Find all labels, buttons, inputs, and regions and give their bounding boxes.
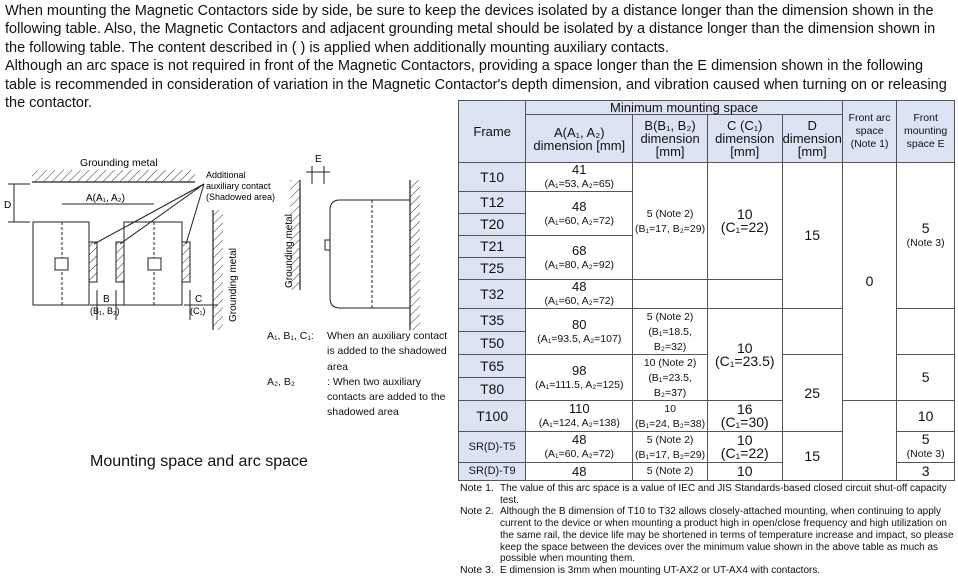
- frame-t50: T50: [459, 332, 526, 355]
- note-1-label: Note 1.: [460, 482, 494, 494]
- b-t100: 10 (B₁=24, B₂=38): [633, 401, 708, 432]
- header-min-space: Minimum mounting space: [526, 101, 843, 115]
- note-2-label: Note 2.: [460, 505, 494, 518]
- a-t32: 48 (A₁=60, A₂=72): [526, 280, 633, 309]
- e-sr-t5: 5 (Note 3): [897, 432, 955, 463]
- a-sr-t5: 48 (A₁=60, A₂=72): [526, 432, 633, 463]
- note-3-label: Note 3.: [460, 563, 494, 576]
- c-t100: 16 (C₁=30): [707, 401, 782, 432]
- e-t100: 10: [897, 401, 955, 432]
- frame-t12: T12: [459, 192, 526, 214]
- intro-text: [5, 2, 955, 112]
- frame-t100: T100: [459, 401, 526, 432]
- frame-t35: T35: [459, 309, 526, 332]
- legend-text-1: When an auxiliary contact is added to the shadowed area: [327, 330, 448, 373]
- label-c: C: [195, 294, 203, 305]
- frame-t80: T80: [459, 378, 526, 401]
- frame-t32: T32: [459, 280, 526, 309]
- intro-paragraph-1: When mounting the Magnetic Contactors side by side, be sure to keep the devices isolated by a distance longer than the dimension shown in the following table. Also, the Magnetic Contactors and adjacent grounding metal should be isolated by a distance longer than the dimension shown in the following table. The content described in ( ) is applied when additionally mounting auxiliary contacts.: [5, 3, 936, 56]
- c-t10-t32: 10 (C₁=22): [707, 163, 782, 280]
- e-t10-t32: 5 (Note 3): [897, 163, 955, 309]
- contactor-right: [116, 222, 190, 305]
- aux-label-2: auxiliary contact: [206, 181, 271, 191]
- c-sr-t9: 10: [707, 463, 782, 481]
- note-2-text: Although the B dimension of T10 to T32 allows closely-attached mounting, when continuing to apply current to the device or when mounting a product high in open/close frequency and high utilization on the same rail, the device life may be shortened in terms of temperature increase and impact, so please keep the space between the devices over the minimum value shown in the above table as much as possible when mounting them.: [500, 506, 954, 565]
- table-notes: [460, 483, 955, 577]
- label-a: A(A₁, A₂): [86, 193, 125, 204]
- frame-t20: T20: [459, 214, 526, 236]
- aux-label-1: Additional: [206, 170, 246, 180]
- aux-label-3: (Shadowed area): [206, 192, 276, 202]
- label-c-sub: (C₁): [190, 306, 206, 316]
- header-a: A(A₁, A₂) dimension [mm]: [526, 115, 633, 163]
- b-t32-empty: [633, 280, 708, 309]
- c-t32-empty: [707, 280, 782, 309]
- intro-paragraph-2: Although an arc space is not required in front of the Magnetic Contactors, providing a space longer than the E dimension shown in the following table is recommended in consideration of variation in the Magnetic Contactor's depth dimension, and vibration caused when turning on or releasing the contactor.: [5, 58, 947, 112]
- d-t35-empty: [782, 309, 842, 355]
- header-c: C (C₁) dimension [mm]: [707, 115, 782, 163]
- d-t65-t100: 25: [782, 355, 842, 432]
- mounting-space-table: [458, 100, 955, 481]
- c-t35-t80: 10 (C₁=23.5): [707, 309, 782, 401]
- legend-key-2: A₂, B₂: [267, 375, 295, 388]
- header-b: B(B₁, B₂) dimension [mm]: [633, 115, 708, 163]
- contactor-left: [33, 222, 97, 305]
- a-t12-t20: 48 (A₁=60, A₂=72): [526, 192, 633, 236]
- frame-t65: T65: [459, 355, 526, 378]
- contactor-side-view: [325, 180, 420, 330]
- label-b-sub: (B₁, B₂): [90, 306, 120, 316]
- b-t10-t32: 5 (Note 2) (B₁=17, B₂=29): [633, 163, 708, 280]
- header-frame: Frame: [459, 101, 526, 163]
- top-grounding-metal: [32, 170, 195, 182]
- d-sr: 15: [782, 432, 842, 481]
- d-t10-t32: 15: [782, 163, 842, 309]
- a-sr-t9: 48: [526, 463, 633, 481]
- c-sr-t5: 10 (C₁=22): [707, 432, 782, 463]
- a-t65-t80: 98 (A₁=111.5, A₂=125): [526, 355, 633, 401]
- right-grounding-metal: [213, 210, 223, 330]
- e-t35-empty: [897, 309, 955, 355]
- grounding-metal-top-label: Grounding metal: [80, 157, 158, 169]
- mounting-diagram: [0, 140, 458, 480]
- frame-sr-t9: SR(D)-T9: [459, 463, 526, 481]
- diagram-caption: Mounting space and arc space: [90, 453, 308, 470]
- frame-sr-t5: SR(D)-T5: [459, 432, 526, 463]
- b-sr-t5: 5 (Note 2) (B₁=17, B₂=29): [633, 432, 708, 463]
- header-arc: Front arc space (Note 1): [842, 101, 896, 163]
- arc-space-empty: [842, 401, 896, 481]
- arc-space: 0: [842, 163, 896, 401]
- e-t65-t80: 5: [897, 355, 955, 401]
- header-d: D dimension [mm]: [782, 115, 842, 163]
- label-d: D: [4, 200, 12, 211]
- frame-t10: T10: [459, 163, 526, 192]
- b-sr-t9: 5 (Note 2): [633, 463, 708, 481]
- header-front: Front mounting space E: [897, 101, 955, 163]
- label-b: B: [103, 294, 110, 305]
- a-t100: 110 (A₁=124, A₂=138): [526, 401, 633, 432]
- frame-t25: T25: [459, 258, 526, 280]
- a-t10: 41 (A₁=53, A₂=65): [526, 163, 633, 192]
- grounding-metal-side-label-2: Grounding metal: [284, 214, 295, 288]
- legend-key-1: A₁, B₁, C₁:: [267, 330, 314, 342]
- label-e: E: [315, 154, 322, 165]
- a-t21-t25: 68 (A₁=80, A₂=92): [526, 236, 633, 280]
- note-3-text: E dimension is 3mm when mounting UT-AX2 or UT-AX4 with contactors.: [500, 564, 821, 576]
- legend-text-2: : When two auxiliary contacts are added to the shadowed area: [327, 375, 446, 419]
- b-t65-t80: 10 (Note 2) (B₁=23.5, B₂=37): [633, 355, 708, 401]
- a-t35-t50: 80 (A₁=93.5, A₂=107): [526, 309, 633, 355]
- diagram-legend: [267, 329, 457, 421]
- b-t35-t50: 5 (Note 2) (B₁=18.5, B₂=32): [633, 309, 708, 355]
- note-1-text: The value of this arc space is a value of IEC and JIS Standards-based closed circuit shut-off capacity test.: [500, 483, 947, 506]
- grounding-metal-side-label: Grounding metal: [228, 248, 239, 322]
- frame-t21: T21: [459, 236, 526, 258]
- e-sr-t9: 3: [897, 463, 955, 481]
